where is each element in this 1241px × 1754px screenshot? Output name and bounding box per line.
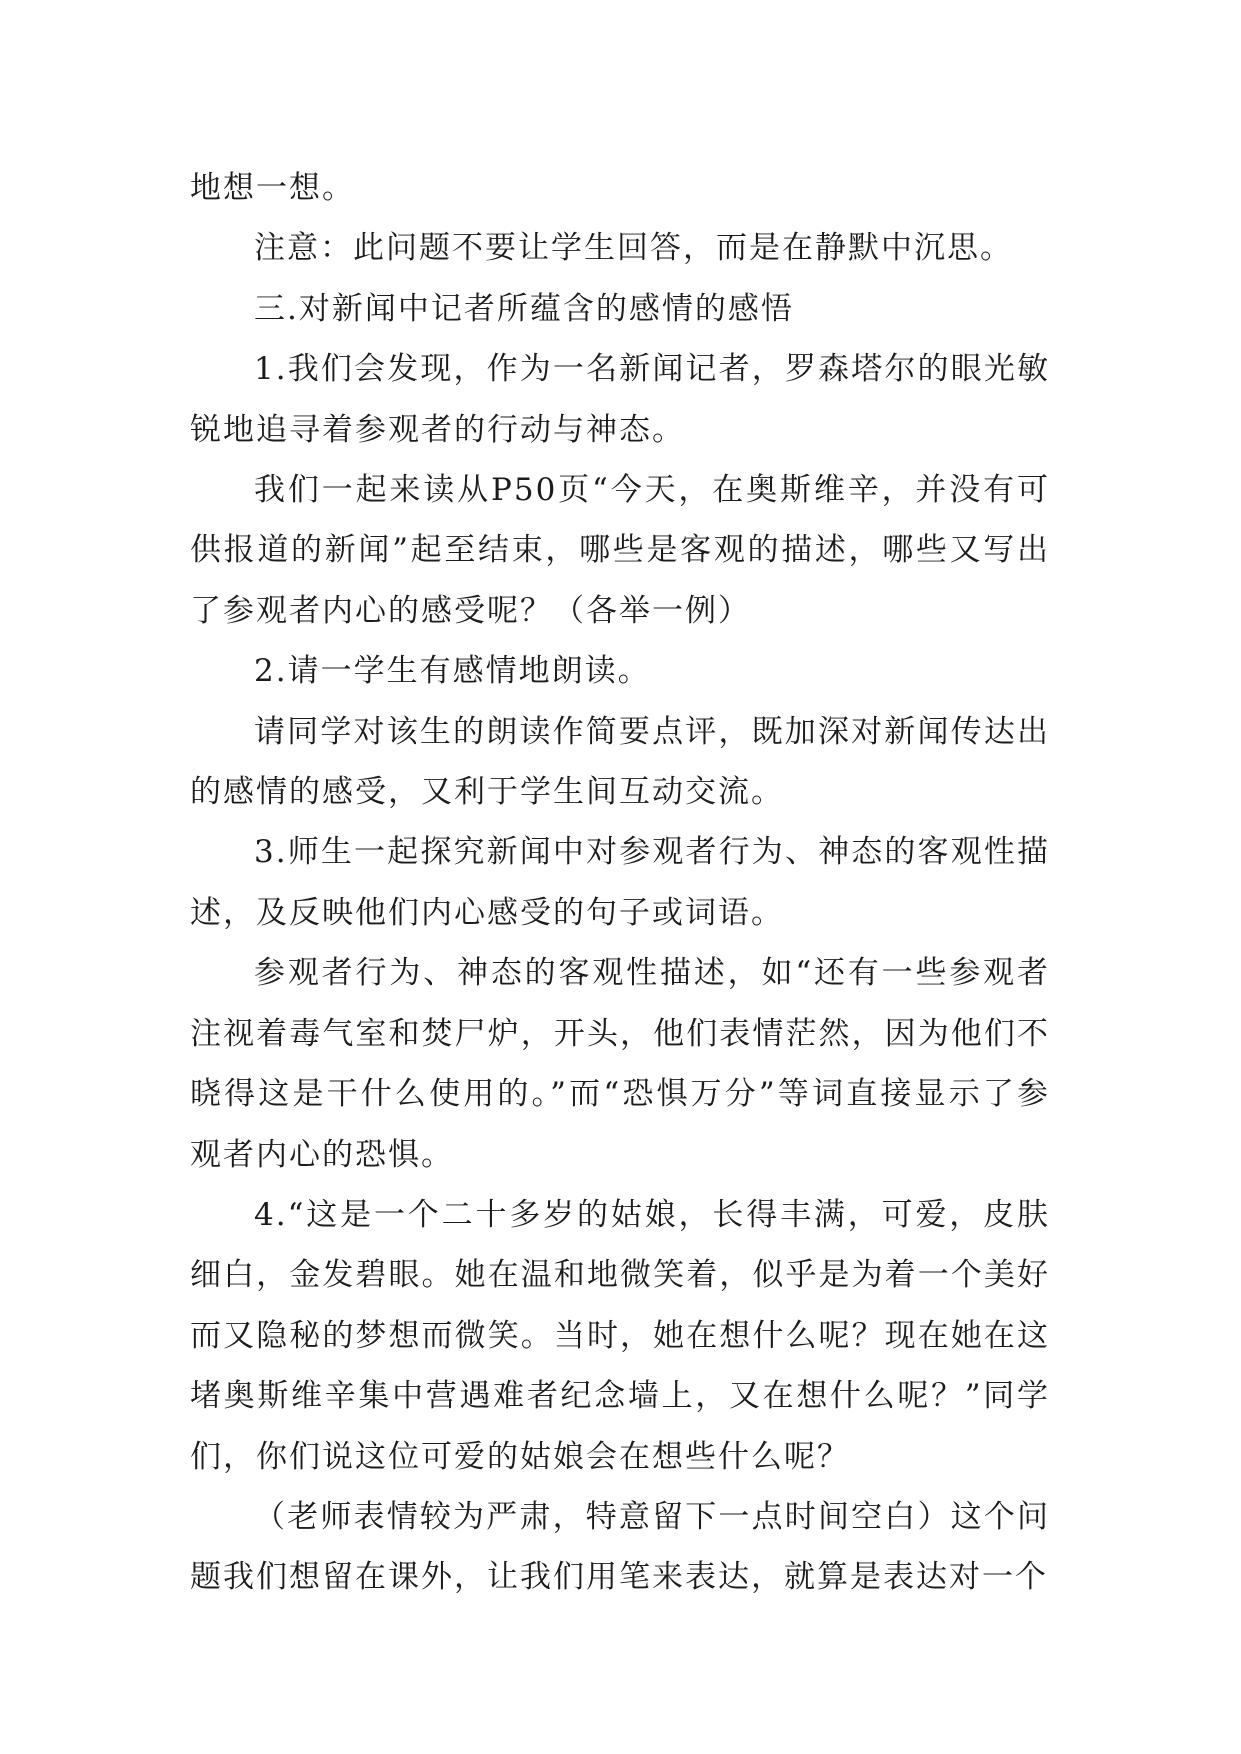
section-heading: 三.对新闻中记者所蕴含的感情的感悟 <box>254 290 794 327</box>
paragraph: 请同学对该生的朗读作简要点评，既加深对新闻传达出的感情的感受，又利于学生间互动交流。 <box>190 713 1050 811</box>
paragraph: （老师表情较为严肃，特意留下一点时间空白）这个问题我们想留在课外，让我们用笔来表达，就算是表达对一个 <box>190 1498 1050 1596</box>
paragraph: 4.“这是一个二十多岁的姑娘，长得丰满，可爱，皮肤细白，金发碧眼。她在温和地微笑着，似乎是为着一个美好而又隐秘的梦想而微笑。当时，她在想什么呢？现在她在这堵奥斯维辛集中营遇难者纪念墙上，又在想什么呢？”同学们，你们说这位可爱的姑娘会在想些什么呢？ <box>190 1196 1050 1475</box>
paragraph: 地想一想。 <box>190 170 355 206</box>
paragraph: 注意：此问题不要让学生回答，而是在静默中沉思。 <box>254 230 1013 267</box>
paragraph: 我们一起来读从P50页“今天，在奥斯维辛，并没有可供报道的新闻”起至结束，哪些是客观的描述，哪些又写出了参观者内心的感受呢？（各举一例） <box>190 472 1050 629</box>
paragraph: 参观者行为、神态的客观性描述，如“还有一些参观者注视着毒气室和焚尸炉，开头，他们表情茫然，因为他们不晓得这是干什么使用的。”而“恐惧万分”等词直接显示了参观者内心的恐惧。 <box>190 955 1050 1173</box>
document-body <box>190 158 1050 1608</box>
paragraph: 3.师生一起探究新闻中对参观者行为、神态的客观性描述，及反映他们内心感受的句子或词语。 <box>190 834 1050 931</box>
paragraph: 1.我们会发现，作为一名新闻记者，罗森塔尔的眼光敏锐地追寻着参观者的行动与神态。 <box>190 351 1050 448</box>
paragraph: 2.请一学生有感情地朗读。 <box>254 653 651 690</box>
